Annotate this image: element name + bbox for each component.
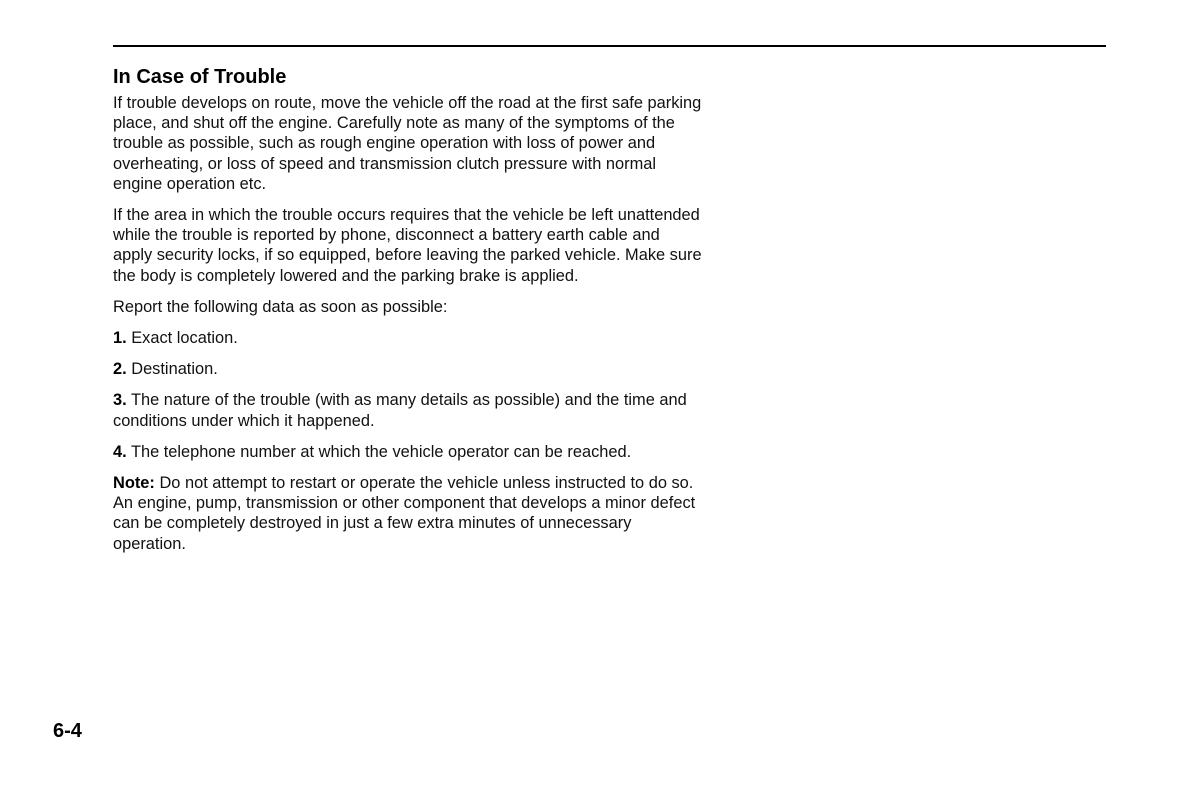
- text-line: while the trouble is reported by phone, disconnect a battery earth cable and: [113, 226, 660, 245]
- text-line: conditions under which it happened.: [113, 411, 375, 430]
- text-line: If trouble develops on route, move the vehicle off the road at the first safe parking: [113, 94, 702, 112]
- note-label: Note:: [113, 474, 155, 493]
- item-text: Destination.: [131, 360, 218, 379]
- text-line: can be completely destroyed in just a few extra minutes of unnecessary: [113, 514, 632, 533]
- text-line: [113, 390, 781, 410]
- text-line: operation.: [113, 534, 186, 553]
- paragraph-vehicle-unattended: [113, 205, 781, 286]
- item-number: 1.: [113, 329, 127, 348]
- item-text: Exact location.: [131, 329, 238, 348]
- list-item-nature-of-trouble: [113, 390, 781, 430]
- list-item-telephone-number: [113, 442, 781, 462]
- text-line: apply security locks, if so equipped, before leaving the parked vehicle. Make sure: [113, 246, 702, 265]
- text-line: place, and shut off the engine. Carefully note as many of the symptoms of the: [113, 114, 675, 133]
- note-paragraph: [113, 473, 781, 554]
- text-line: [113, 473, 781, 493]
- list-item-exact-location: [113, 328, 781, 348]
- page-number: 6-4: [53, 720, 82, 742]
- text-line: engine operation etc.: [113, 174, 267, 193]
- header-rule: [113, 45, 1106, 47]
- text-line: [113, 328, 781, 348]
- section-content: [113, 64, 781, 565]
- text-line: Report the following data as soon as possible:: [113, 297, 448, 316]
- item-text: The nature of the trouble (with as many details as possible) and the time and: [130, 391, 687, 410]
- paragraph-trouble-on-route: [113, 93, 781, 194]
- text-line: An engine, pump, transmission or other component that develops a minor defect: [113, 494, 696, 513]
- list-item-destination: [113, 359, 781, 379]
- text-line: the body is completely lowered and the parking brake is applied.: [113, 266, 579, 285]
- text-line: overheating, or loss of speed and transmission clutch pressure with normal: [113, 154, 656, 173]
- item-text: The telephone number at which the vehicle operator can be reached.: [130, 442, 632, 461]
- note-text: Do not attempt to restart or operate the vehicle unless instructed to do so.: [159, 474, 694, 493]
- paragraph-report-intro: [113, 297, 781, 317]
- text-line: [113, 359, 781, 379]
- text-line: trouble as possible, such as rough engine operation with loss of power and: [113, 134, 656, 153]
- section-title: In Case of Trouble: [113, 66, 287, 88]
- text-line: [113, 442, 781, 462]
- item-number: 4.: [113, 442, 127, 461]
- text-line: If the area in which the trouble occurs requires that the vehicle be left unattended: [113, 206, 700, 225]
- item-number: 3.: [113, 391, 127, 410]
- item-number: 2.: [113, 360, 127, 379]
